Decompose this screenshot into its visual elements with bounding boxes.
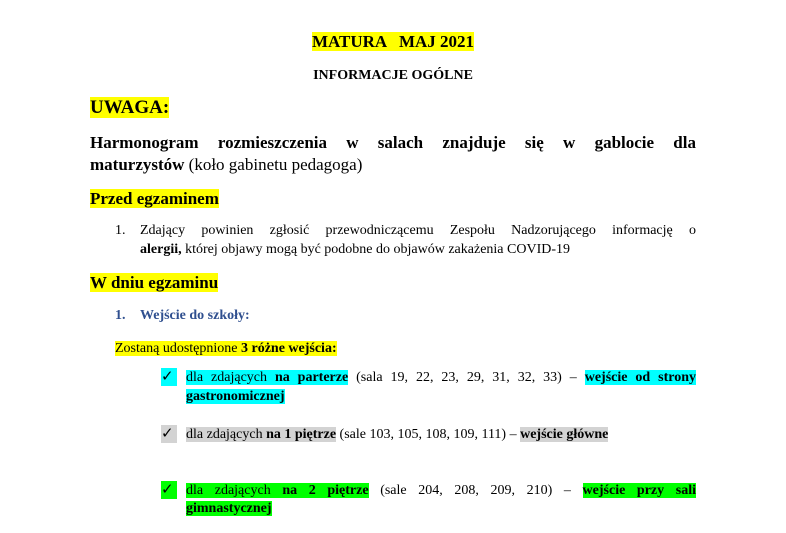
document-title: MATURA MAJ 2021 <box>311 32 475 51</box>
check-icon: ✓ <box>161 481 177 499</box>
entry-second-floor-line-2: gimnastycznej <box>186 501 272 516</box>
uwaga-line-2: maturzystów (koło gabinetu pedagoga) <box>90 155 363 174</box>
przed-item-number: 1. <box>115 223 126 238</box>
entrance-subheading-title: Wejście do szkoły: <box>140 308 250 323</box>
check-icon: ✓ <box>161 425 177 443</box>
przed-heading: Przed egzaminem <box>90 189 219 208</box>
w-dniu-heading: W dniu egzaminu <box>90 273 219 292</box>
entry-second-floor-line-1: dla zdających na 2 piętrze (sale 204, 208, 209, 210) – wejście przy sali <box>186 483 696 498</box>
check-icon: ✓ <box>161 368 177 386</box>
przed-item-line-1: Zdający powinien zgłosić przewodniczącemu Zespołu Nadzorującego informację o <box>140 223 696 238</box>
przed-item-line-2: alergii, której objawy mogą być podobne do objawów zakażenia COVID-19 <box>140 242 570 257</box>
uwaga-line-1: Harmonogram rozmieszczenia w salach znajduje się w gablocie dla <box>90 133 696 152</box>
entrances-intro: Zostaną udostępnione 3 różne wejścia: <box>115 341 337 356</box>
entrance-subheading-number: 1. <box>115 308 126 323</box>
entry-ground-floor-line-2: gastronomicznej <box>186 389 285 404</box>
entry-first-floor: dla zdających na 1 piętrze (sale 103, 105, 108, 109, 111) – wejście główne <box>186 427 609 442</box>
uwaga-heading: UWAGA: <box>90 97 170 118</box>
entry-ground-floor-line-1: dla zdających na parterze (sala 19, 22, 23, 29, 31, 32, 33) – wejście od strony <box>186 370 697 385</box>
document-subtitle: INFORMACJE OGÓLNE <box>313 68 473 83</box>
